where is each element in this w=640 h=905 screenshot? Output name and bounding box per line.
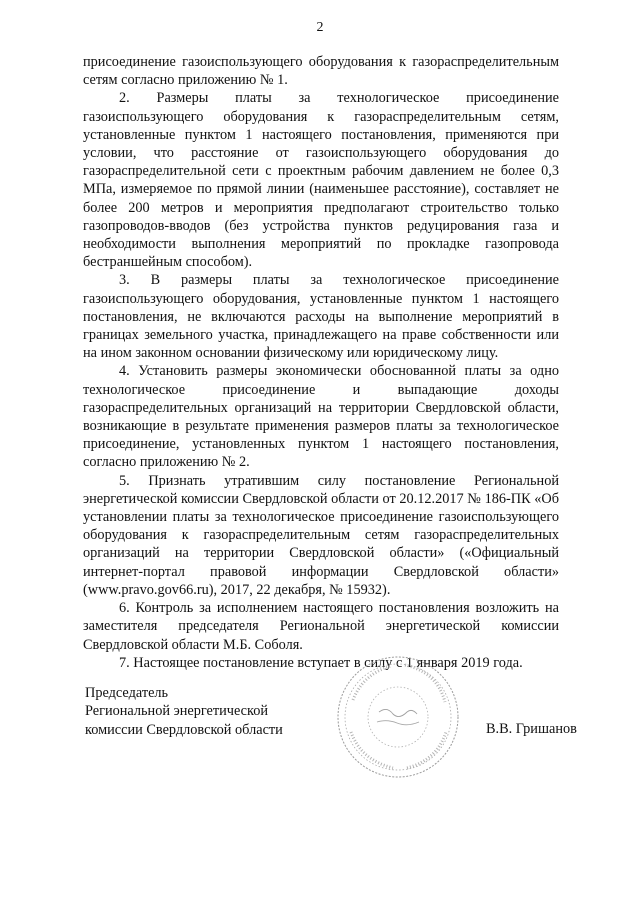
- paragraph-4: 4. Установить размеры экономически обоснованной платы за одно технологическое присоединение и выпадающие доходы газораспределительных организаций на территории Свердловской области, возникающие в результате применения размеров платы за технологическое присоединение, установленных пунктом 1 настоящего постановления, согласно приложению № 2.: [83, 363, 559, 471]
- paragraph-5: 5. Признать утратившим силу постановление Региональной энергетической комиссии Свердловской области от 20.12.2017 № 186-ПК «Об установлении платы за технологическое присоединение газоиспользующего оборудования к газораспределительным сетям газораспределительных организаций на территории Свердловской области» («Официальный интернет-портал правовой информации Свердловской области» (www.pravo.gov66.ru), 2017, 22 декабря, № 15932).: [83, 472, 559, 598]
- signatory-name: В.В. Гришанов: [486, 721, 577, 737]
- document-body: [83, 53, 559, 672]
- page-number: 2: [316, 20, 324, 35]
- signatory-title-line: Председатель: [85, 685, 169, 701]
- paragraph-2: 2. Размеры платы за технологическое присоединение газоиспользующего оборудования к газораспределительным сетям, установленные пунктом 1 настоящего постановления, применяются при условии, что расстояние от газоиспользующего оборудования до газораспределительной сети с проектным рабочим давлением не более 0,3 МПа, измеряемое по прямой линии (наименьшее расстояние), составляет не более 200 метров и мероприятия предполагают строительство только газопроводов-вводов (без устройства пунктов редуцирования газа и необходимости выполнения мероприятий по прокладке газопровода бестраншейным способом).: [83, 90, 559, 271]
- official-seal-stamp: [333, 652, 463, 782]
- paragraph-3: 3. В размеры платы за технологическое присоединение газоиспользующего оборудования, установленные пунктом 1 настоящего постановления, не включаются расходы на выполнение мероприятий в границах земельного участка, принадлежащего на праве собственности или на ином законном основании физическому или юридическому лицу.: [83, 272, 559, 362]
- signatory-title-line: Региональной энергетической: [85, 703, 269, 720]
- paragraph-continuation: присоединение газоиспользующего оборудования к газораспределительным сетям согласно приложению № 1.: [83, 54, 559, 89]
- signatory-title-line: комиссии Свердловской области: [85, 721, 283, 738]
- paragraph-7: 7. Настоящее постановление вступает в силу с 1 января 2019 года.: [119, 654, 523, 671]
- signatory-title: [85, 684, 283, 739]
- paragraph-6: 6. Контроль за исполнением настоящего постановления возложить на заместителя председателя Региональной энергетической комиссии Свердловской области М.Б. Соболя.: [83, 600, 559, 653]
